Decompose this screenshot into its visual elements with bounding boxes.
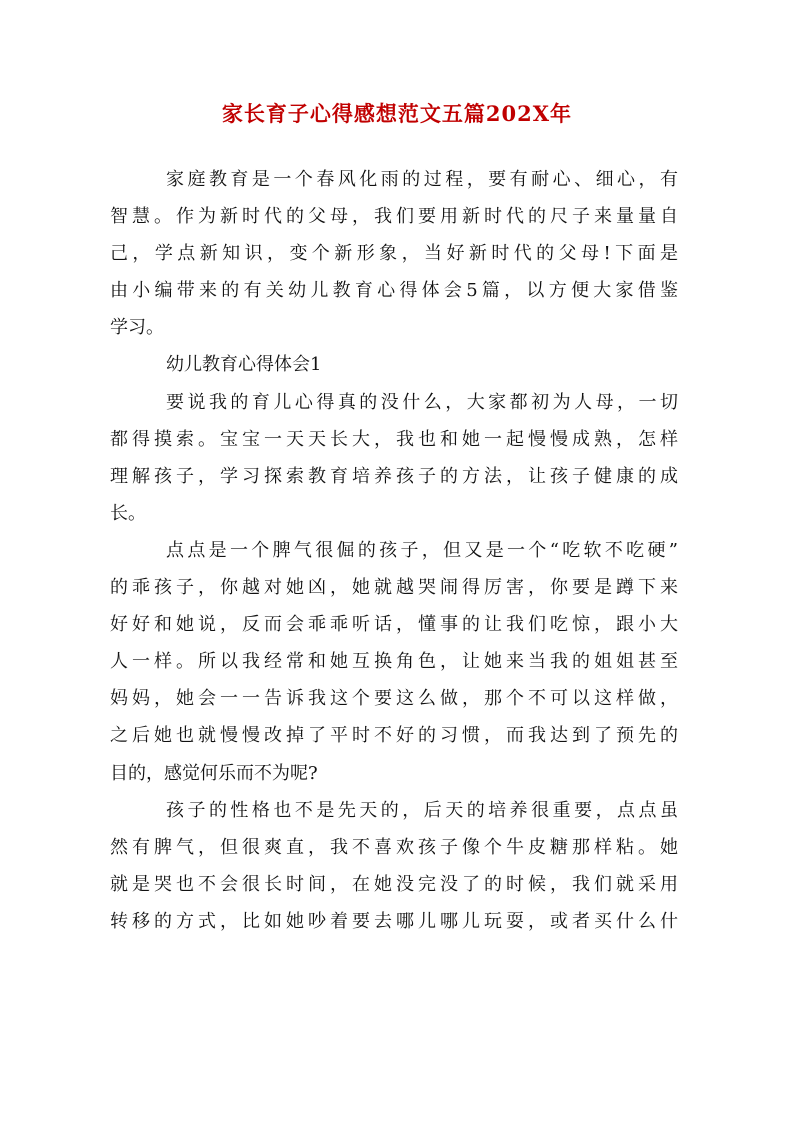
body-line: 转移的方式，比如她吵着要去哪儿哪儿玩耍，或者买什么什 — [110, 910, 678, 932]
body-line: 长。 — [110, 502, 146, 524]
body-line: 要说我的育儿心得真的没什么，大家都初为人母，一切 — [166, 391, 678, 413]
document-title: 家长育子心得感想范文五篇202X年 — [221, 101, 573, 126]
body-line: 就是哭也不会很长时间，在她没完没了的时候，我们就采用 — [110, 873, 678, 895]
body-line: 之后她也就慢慢改掉了平时不好的习惯，而我达到了预先的 — [110, 725, 678, 747]
body-line: 智慧。作为新时代的父母，我们要用新时代的尺子来量量自 — [110, 206, 678, 228]
body-line: 家庭教育是一个春风化雨的过程，要有耐心、细心，有 — [166, 169, 678, 190]
body-line: 理解孩子，学习探索教育培养孩子的方法，让孩子健康的成 — [110, 465, 678, 487]
document-body — [110, 161, 678, 940]
body-line: 然有脾气，但很爽直，我不喜欢孩子像个牛皮糖那样粘。她 — [110, 836, 678, 858]
body-line: 由小编带来的有关幼儿教育心得体会5篇，以方便大家借鉴 — [110, 280, 678, 302]
body-line: 的乖孩子，你越对她凶，她就越哭闹得厉害，你要是蹲下来 — [110, 577, 678, 599]
body-line: 点点是一个脾气很倔的孩子，但又是一个“吃软不吃硬” — [166, 539, 678, 561]
body-line: 人一样。所以我经常和她互换角色，让她来当我的姐姐甚至 — [110, 651, 678, 673]
body-line: 好好和她说，反而会乖乖听话，懂事的让我们吃惊，跟小大 — [110, 614, 678, 636]
body-line: 孩子的性格也不是先天的，后天的培养很重要，点点虽 — [166, 799, 678, 821]
body-line: 妈妈，她会一一告诉我这个要这么做，那个不可以这样做， — [110, 688, 678, 710]
body-line: 目的，感觉何乐而不为呢? — [110, 762, 318, 784]
body-line: 都得摸索。宝宝一天天长大，我也和她一起慢慢成熟，怎样 — [110, 428, 678, 450]
section-heading: 幼儿教育心得体会1 — [166, 354, 322, 376]
body-line: 己，学点新知识，变个新形象，当好新时代的父母!下面是 — [110, 243, 678, 265]
body-line: 学习。 — [110, 317, 164, 339]
